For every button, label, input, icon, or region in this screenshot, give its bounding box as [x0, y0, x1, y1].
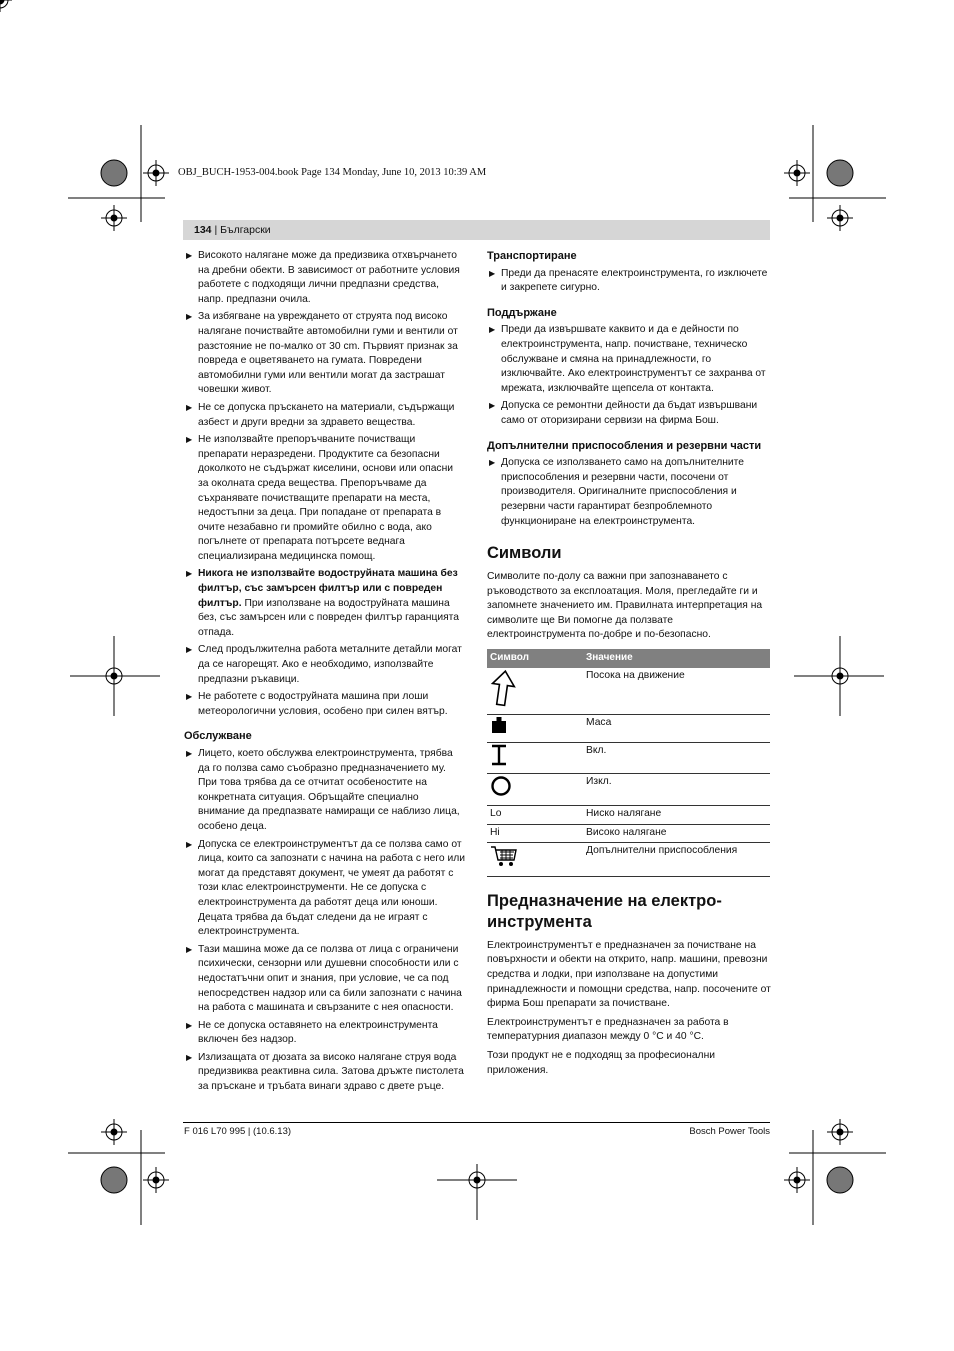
- symbol-cell: Lo: [487, 806, 583, 825]
- column-header-symbol: Символ: [487, 649, 583, 668]
- list-item: [487, 267, 771, 296]
- list-item-text: Не използвайте препоръчваните почистващи препарати неразредени. Продуктите са безопасни доколкото не съдържат киселини, основи или опасни за околната среда вещества. Препоръчваме да съхранявате почистващите препарати на места, недостъпни за деца. При попадане от препарата в очите незабавно ги промийте обилно с вода, ако погълнете от препарата потърсете веднага специализирана медицинска помощ.: [198, 434, 454, 562]
- list-item: [184, 249, 466, 307]
- list-item-text: Не се допуска оставянето на електроинструмента включен без надзор.: [198, 1019, 438, 1046]
- table-row: [487, 715, 770, 743]
- list-item-text: За избягване на увреждането от струята под високо налягане почиствайте автомобилни гуми и вентили от разстояние не по-малко от 30 cm. Първият признак за повреда е оцветяването на гумата. Повредени автомобилни гуми или вентили могат да застрашат човешки живот.: [198, 311, 458, 396]
- header-separator: |: [214, 224, 218, 236]
- header-language: Български: [220, 224, 271, 236]
- transport-heading: Транспортиране: [487, 250, 577, 262]
- list-item: [184, 747, 466, 835]
- symbol-cell: [487, 742, 583, 774]
- symbols-heading: Символи: [487, 544, 562, 563]
- list-item-text: Не работете с водоструйната машина при лоши метеорологични условия, особено при силен вятър.: [198, 691, 448, 717]
- direction-arrow-icon: [490, 669, 516, 707]
- list-item-text: Преди да пренасяте електроинструмента, го изключете и закрепете сигурно.: [501, 267, 768, 294]
- off-icon: [490, 775, 512, 797]
- list-item: [184, 1051, 466, 1095]
- table-row: [487, 742, 770, 774]
- symbol-cell: [487, 843, 583, 877]
- bullet-icon: ▶: [186, 251, 193, 260]
- bullet-icon: ▶: [186, 839, 193, 849]
- bullet-icon: ▶: [186, 944, 193, 954]
- right-column: [487, 249, 771, 1082]
- intended-use-heading: Предназначение на електро- инструмента: [487, 891, 722, 931]
- symbol-cell: [487, 774, 583, 806]
- table-row: [487, 824, 770, 843]
- list-item: [184, 401, 466, 430]
- list-item-filter-warning: [184, 567, 466, 640]
- list-item-text: Допуска се използването само на допълнителните приспособления и резервни части, посочени от производителя. Оригиналните приспособления и резервни части гарантират безпроблемното функциониране на електроинструмента.: [501, 457, 745, 527]
- list-item: [487, 399, 771, 428]
- column-header-meaning: Значение: [583, 649, 770, 668]
- list-item: [184, 943, 466, 1016]
- list-item-text: Допуска се електроинструментът да се ползва само от лица, които са запознати с начина на работа с него или могат да представят документ, че умеят да работят с този клас електроинструменти. Не се допуска с електроинструмента да работят деца или юноши. Децата трябва да бъдат следени да не играят с електроинструмента.: [198, 838, 465, 938]
- bullet-icon: ▶: [186, 1020, 193, 1030]
- list-item-text: Високото налягане може да предизвика отхвърчането на дребни обекти. В зависимост от работните условия работете с подходящи лични предпазни средства, напр. предпазни очила.: [198, 250, 460, 305]
- list-item-text: След продължителна работа металните детайли могат да се нагорещят. Ако е необходимо, използвайте предпазни ръкавици.: [198, 644, 462, 685]
- meaning-cell: Маса: [583, 715, 770, 743]
- intended-use-paragraph: Този продукт не е подходящ за професионални приложения.: [487, 1049, 716, 1076]
- table-row: [487, 843, 770, 877]
- list-item-text: Преди да извършвате каквито и да е дейности по електроинструмента, напр. почистване, техническо обслужване и смяна на принадлежности, го изключвайте. Ако електроинструментът се захранва от мрежата, изключвайте щепсела от контакта.: [501, 324, 766, 394]
- symbol-cell: Hi: [487, 824, 583, 843]
- bullet-icon: ▶: [186, 569, 193, 579]
- meaning-cell: Ниско налягане: [583, 806, 770, 825]
- bullet-icon: ▶: [186, 692, 193, 702]
- list-item: [184, 1019, 466, 1048]
- list-item-text: Допуска се ремонтни дейности да бъдат извършвани само от оторизирани сервизи на фирма Бош.: [501, 400, 758, 426]
- table-row: [487, 668, 770, 715]
- footer-rule: [183, 1122, 770, 1123]
- list-item-text: При използване на водоструйната машина без, със замърсен или с повреден филтър гаранцията отпада.: [198, 597, 460, 638]
- footer-brand: Bosch Power Tools: [689, 1126, 770, 1137]
- list-item: [487, 456, 771, 529]
- maintenance-heading: Поддържане: [487, 306, 557, 319]
- bullet-icon: ▶: [186, 1052, 193, 1062]
- bullet-icon: ▶: [186, 749, 193, 758]
- page-number: 134: [194, 224, 212, 236]
- bullet-icon: ▶: [489, 268, 496, 278]
- bullet-icon: ▶: [489, 325, 496, 335]
- accessories-heading: Допълнителни приспособления и резервни части: [487, 439, 762, 452]
- intended-use-paragraph: Електроинструментът е предназначен за работа в температурния диапазон между 0 °C и 40 °C.: [487, 1016, 729, 1043]
- weight-icon: [490, 716, 508, 734]
- list-item: [184, 690, 466, 719]
- bullet-icon: ▶: [186, 645, 193, 655]
- bullet-icon: ▶: [186, 312, 193, 322]
- table-header-row: [487, 649, 770, 668]
- bullet-icon: ▶: [489, 458, 496, 468]
- list-item: [184, 433, 466, 564]
- service-heading: Обслужване: [184, 730, 252, 743]
- footer-doc-id: F 016 L70 995 | (10.6.13): [184, 1126, 292, 1137]
- list-item-text: Лицето, което обслужва електроинструмента, трябва да го ползва само съобразно предназначението му. При това трябва да се отчитат особеностите на конкретната ситуация. Обръщайте специално внимание да предпазвате намиращи се наблизо лица, особено деца.: [198, 748, 460, 832]
- print-slug: OBJ_BUCH-1953-004.book Page 134 Monday, June 10, 2013 10:39 AM: [178, 167, 487, 178]
- meaning-cell: Допълнителни приспособления: [583, 843, 770, 877]
- on-icon: [490, 744, 508, 766]
- page-header: [183, 220, 770, 240]
- list-item-text: Излизащата от дюзата за високо налягане струя вода предизвиква реактивна сила. Затова дръжте пистолета за пръскане и тръбата винаги здраво с двете ръце.: [198, 1051, 464, 1093]
- left-column: [184, 249, 466, 1098]
- list-item: [184, 310, 466, 398]
- meaning-cell: Изкл.: [583, 774, 770, 806]
- symbols-intro: Символите по-долу са важни при запознаването с ръководството за експлоатация. Моля, прегледайте ги и запомнете значението им. Правилната интерпретация на символите ще Ви помогне да ползвате електроинструмента по-добре и по-безопасно.: [487, 571, 763, 641]
- list-item: [184, 838, 466, 940]
- list-item: [487, 323, 771, 396]
- list-item: [184, 643, 466, 687]
- bullet-icon: ▶: [186, 402, 193, 412]
- accessories-cart-icon: [490, 844, 518, 868]
- symbol-cell: [487, 715, 583, 743]
- list-item-bold-text: Никога не използвайте водоструйната машина без филтър, със замърсен филтър или с повреден филтър.: [198, 568, 458, 609]
- symbols-table: [487, 649, 770, 877]
- list-item-text: Не се допуска пръскането на материали, съдържащи азбест и други вредни за здравето вещества.: [198, 401, 455, 428]
- meaning-cell: Посока на движение: [583, 668, 770, 715]
- meaning-cell: Високо налягане: [583, 824, 770, 843]
- symbol-cell: [487, 668, 583, 715]
- bullet-icon: ▶: [186, 435, 193, 445]
- bullet-icon: ▶: [489, 401, 496, 411]
- intended-use-paragraph: Електроинструментът е предназначен за почистване на повърхности и обекти на открито, напр. машини, превозни средства и лодки, при използване на допустими принадлежности и помощни средства, напр. посочените от фирма Бош препарати за почистване.: [487, 939, 771, 1010]
- table-row: [487, 774, 770, 806]
- meaning-cell: Вкл.: [583, 742, 770, 774]
- list-item-text: Тази машина може да се ползва от лица с ограничени психически, сензорни или душевни способности или с недостатъчни опит и знания, при условие, че са под непосредствен надзор или са били запознати с начина на работа с машината и свързаните с нея опасности.: [198, 943, 462, 1014]
- table-row: [487, 806, 770, 825]
